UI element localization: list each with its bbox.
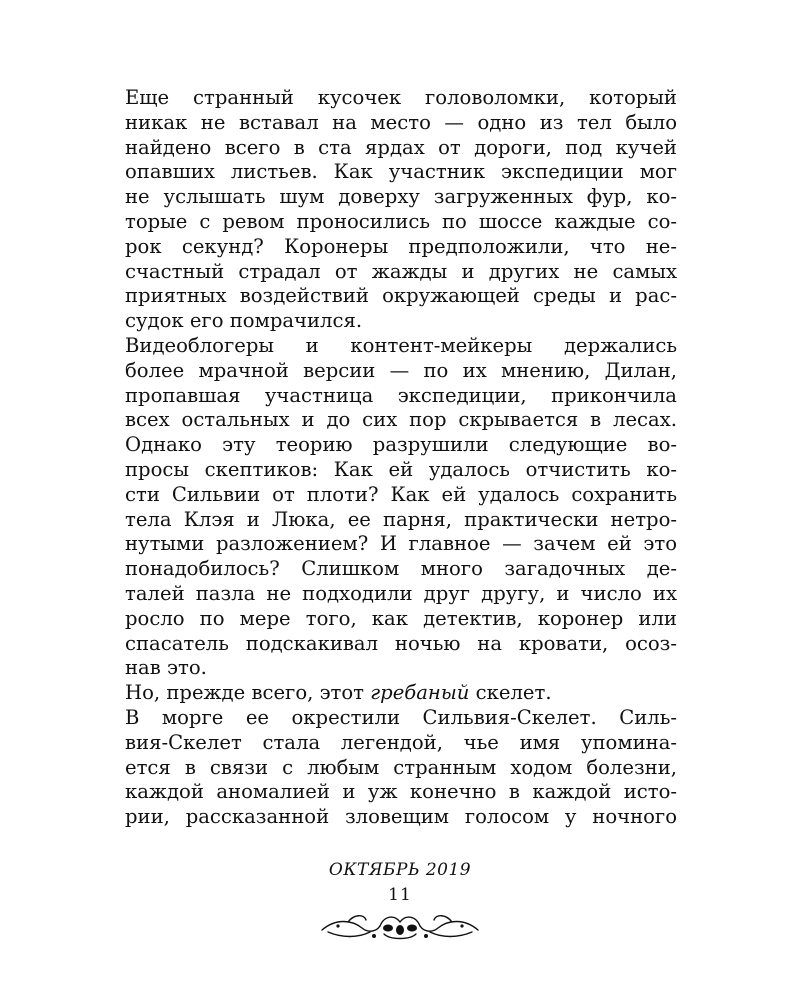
text-line: всех остальных и до сих пор скрывается в лесах. <box>125 408 677 432</box>
text-line: судок его помрачился. <box>125 309 363 333</box>
text-line: талей пазла не подходили друг другу, и число их <box>125 581 677 605</box>
text-line: найдено всего в ста ярдах от дороги, под кучей <box>125 135 677 159</box>
text-line: вия-Скелет стала легендой, чье имя упомина- <box>125 730 677 754</box>
page-number: 11 <box>388 885 412 905</box>
text-line: рок секунд? Коронеры предположили, что не- <box>125 234 677 258</box>
text-line: торые с ревом проносились по шоссе каждые со- <box>125 209 677 233</box>
text-line: спасатель подскакивал ночью на кровати, осоз- <box>125 631 677 655</box>
text-line: тела Клэя и Люка, ее парня, практически нетро- <box>125 507 677 531</box>
text-line: никак не вставал на место — одно из тел было <box>125 110 677 134</box>
italic-emphasis: гребаный <box>370 681 470 705</box>
text-line: нутыми разложением? И главное — зачем ей это <box>125 532 677 556</box>
text-line: Однако эту теорию разрушили следующие во- <box>125 433 677 457</box>
text-line: счастный страдал от жажды и других не самых <box>125 259 677 283</box>
body-text <box>125 86 677 830</box>
text-line: Видеоблогеры и контент-мейкеры держались <box>125 333 677 357</box>
text-line: росло по мере того, как детектив, коронер или <box>125 606 677 630</box>
text-fragment: Но, прежде всего, этот <box>125 681 371 705</box>
running-title: ОКТЯБРЬ 2019 <box>328 860 472 880</box>
text-line: пропавшая участница экспедиции, прикончила <box>125 383 677 407</box>
text-fragment: скелет. <box>469 681 552 705</box>
text-line: понадобилось? Слишком много загадочных де- <box>125 557 677 581</box>
text-line: ется в связи с любым странным ходом болезни, <box>125 755 677 779</box>
decorative-flourish-icon <box>318 908 482 944</box>
text-line: нав это. <box>125 656 207 680</box>
text-line <box>125 681 677 706</box>
text-line: приятных воздействий окружающей среды и рас- <box>125 284 677 308</box>
text-line: В морге ее окрестили Сильвия-Скелет. Силь- <box>125 705 677 729</box>
text-line: сти Сильвии от плоти? Как ей удалось сохранить <box>125 482 677 506</box>
text-line: не услышать шум доверху загруженных фур, ко- <box>125 185 677 209</box>
text-line: рии, рассказанной зловещим голосом у ночного <box>125 805 677 829</box>
text-line: Еще странный кусочек головоломки, который <box>125 86 677 109</box>
text-line: каждой аномалией и уж конечно в каждой исто- <box>125 780 677 804</box>
text-line: опавших листьев. Как участник экспедиции мог <box>125 160 677 184</box>
text-line: просы скептиков: Как ей удалось отчистить ко- <box>125 457 677 481</box>
text-line: более мрачной версии — по их мнению, Дилан, <box>125 358 677 382</box>
